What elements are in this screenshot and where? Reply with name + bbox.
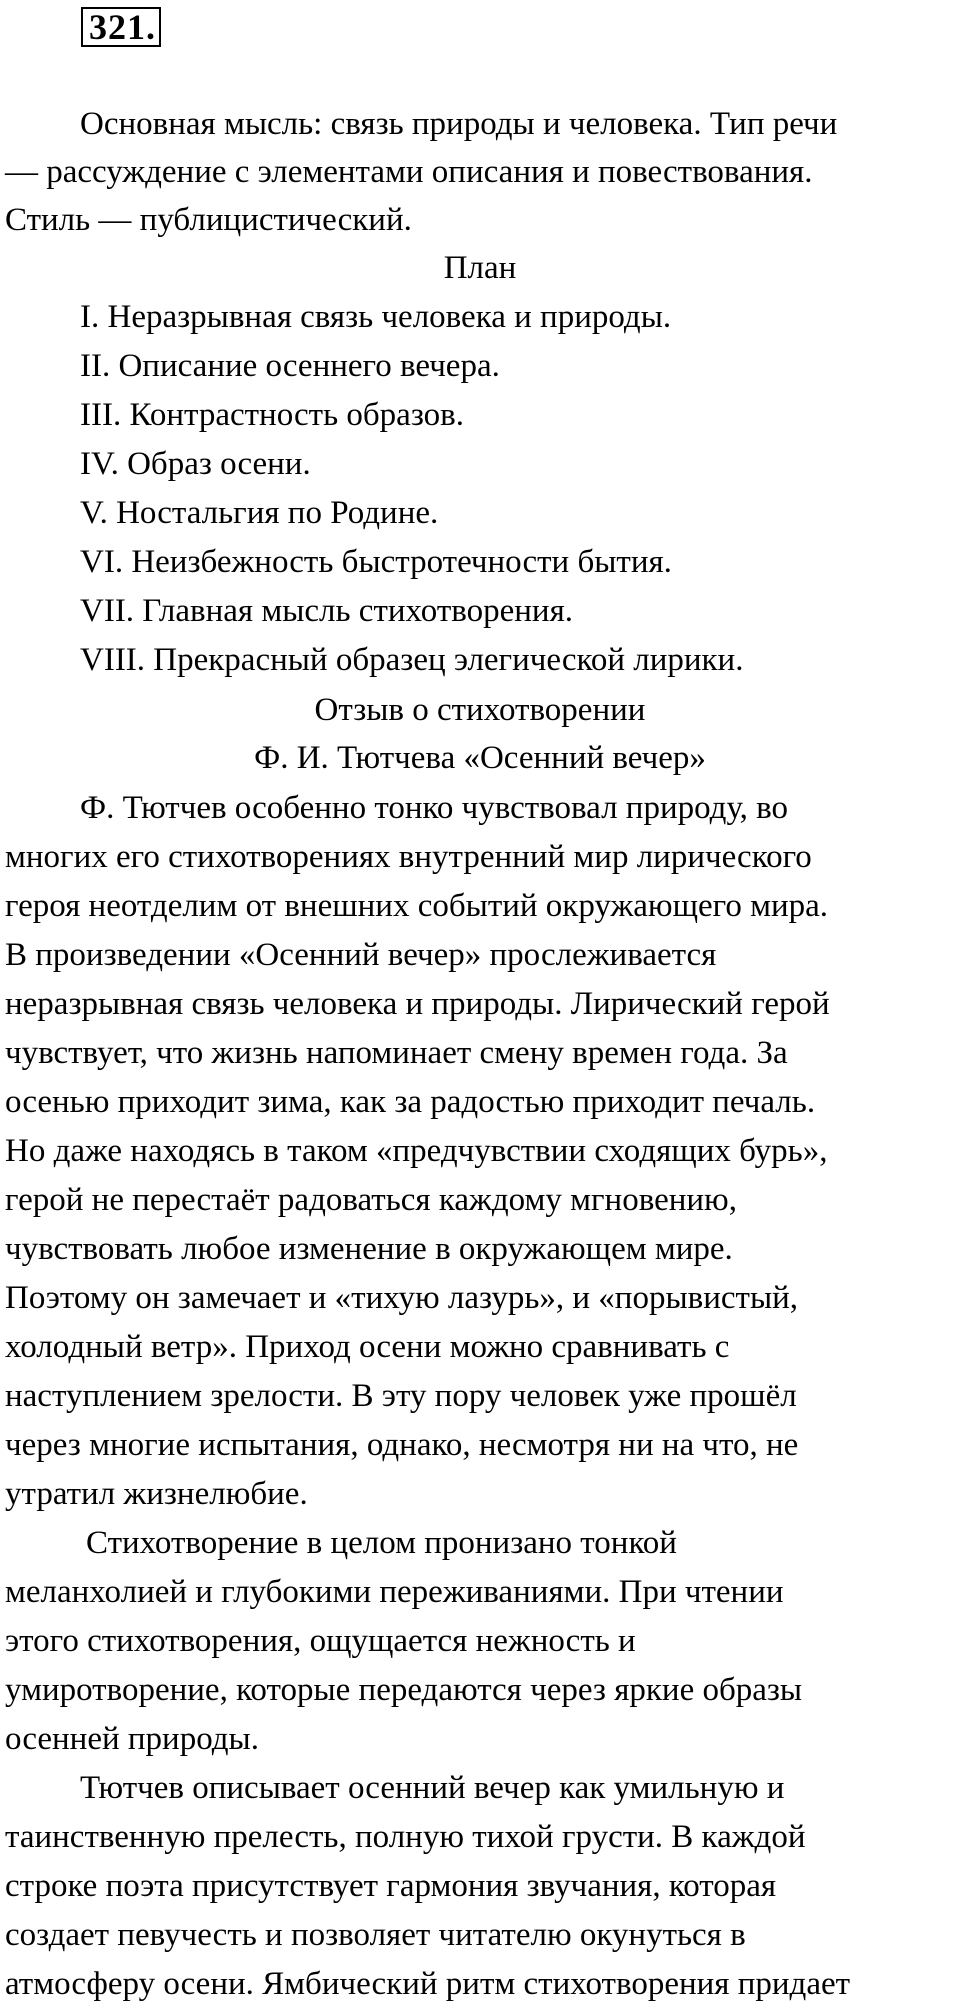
plan-item: I. Неразрывная связь человека и природы. [80,299,672,335]
paragraph-line: Стихотворение в целом пронизано тонкой [86,1525,677,1561]
intro-line: Стиль — публицистический. [5,202,412,238]
paragraph-line: героя неотделим от внешних событий окружающего мира. [5,888,829,924]
paragraph-line: атмосферу осени. Ямбический ритм стихотворения придает [5,1966,851,2002]
paragraph-line: через многие испытания, однако, несмотря ни на что, не [5,1427,799,1463]
plan-item: VIII. Прекрасный образец элегической лирики. [80,642,744,678]
paragraph-line: Ф. Тютчев особенно тонко чувствовал природу, во [80,790,789,826]
task-number-box: 321. [81,7,161,47]
plan-item: IV. Образ осени. [80,446,311,482]
paragraph-line: утратил жизнелюбие. [5,1476,308,1512]
paragraph-line: создает певучесть и позволяет читателю окунуться в [5,1917,746,1953]
paragraph-line: Поэтому он замечает и «тихую лазурь», и «порывистый, [5,1280,799,1316]
plan-item: VII. Главная мысль стихотворения. [80,593,574,629]
paragraph-line: многих его стихотворениях внутренний мир лирического [5,839,812,875]
paragraph-line: холодный ветр». Приход осени можно сравнивать с [5,1329,730,1365]
review-title: Отзыв о стихотворении [314,692,646,728]
intro-line: Основная мысль: связь природы и человека. Тип речи [80,106,838,142]
paragraph-line: умиротворение, которые передаются через яркие образы [5,1672,803,1708]
paragraph-line: строке поэта присутствует гармония звучания, которая [5,1868,777,1904]
review-subtitle: Ф. И. Тютчева «Осенний вечер» [254,740,706,776]
paragraph-line: Но даже находясь в таком «предчувствии сходящих бурь», [5,1133,828,1169]
paragraph-line: Тютчев описывает осенний вечер как умильную и [80,1770,785,1806]
plan-item: III. Контрастность образов. [80,397,464,433]
paragraph-line: наступлением зрелости. В эту пору человек уже прошёл [5,1378,797,1414]
plan-item: II. Описание осеннего вечера. [80,348,500,384]
paragraph-line: герой не перестаёт радоваться каждому мгновению, [5,1182,737,1218]
paragraph-line: меланхолией и глубокими переживаниями. При чтении [5,1574,784,1610]
paragraph-line: таинственную прелесть, полную тихой грусти. В каждой [5,1819,806,1855]
plan-item: V. Ностальгия по Родине. [80,495,439,531]
paragraph-line: этого стихотворения, ощущается нежность и [5,1623,636,1659]
paragraph-line: В произведении «Осенний вечер» прослеживается [5,937,717,973]
paragraph-line: осенью приходит зима, как за радостью приходит печаль. [5,1084,816,1120]
paragraph-line: неразрывная связь человека и природы. Лирический герой [5,986,830,1022]
paragraph-line: чувствовать любое изменение в окружающем мире. [5,1231,733,1267]
intro-line: — рассуждение с элементами описания и повествования. [5,154,813,190]
plan-item: VI. Неизбежность быстротечности бытия. [80,544,672,580]
paragraph-line: чувствует, что жизнь напоминает смену времен года. За [5,1035,788,1071]
plan-title: План [443,250,517,286]
paragraph-line: осенней природы. [5,1721,259,1757]
